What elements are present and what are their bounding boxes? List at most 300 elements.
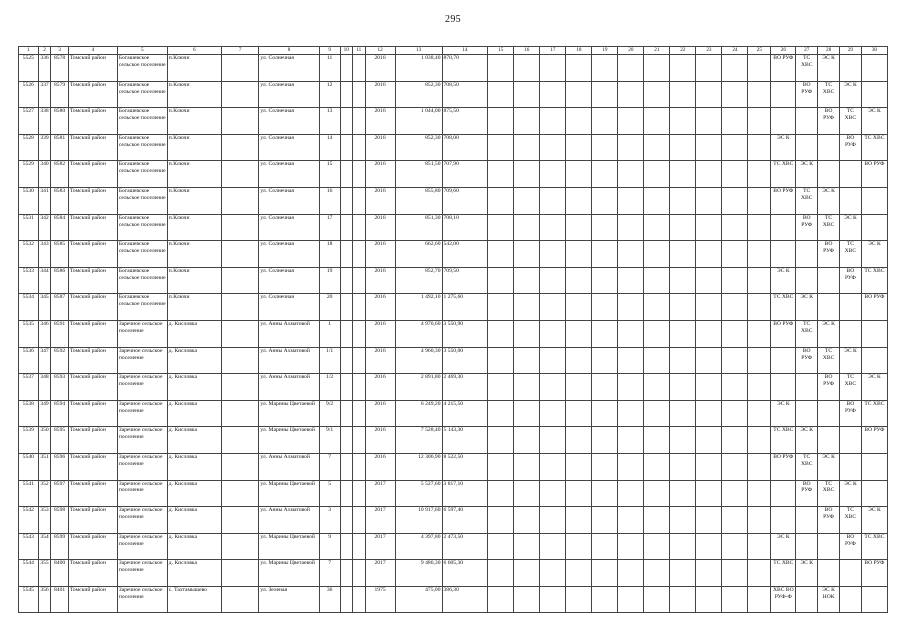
empty-cell: [488, 214, 514, 241]
district-cell: Томский район: [68, 81, 117, 108]
empty-cell: [618, 480, 644, 507]
service-code: ЭС К: [844, 81, 857, 88]
empty-cell: [618, 81, 644, 108]
empty-cell: [488, 533, 514, 560]
row-index: 345: [38, 294, 50, 321]
page-number: 295: [445, 14, 461, 25]
settlement-cell: Богашевское сельское поселение: [117, 161, 167, 188]
service-code: ЭС К: [844, 214, 857, 221]
empty-cell: [592, 507, 618, 534]
row-index: 355: [38, 560, 50, 587]
empty-cell: [540, 533, 566, 560]
table-body: [19, 55, 888, 613]
column-number-4: 4: [68, 47, 117, 55]
empty-cell: [340, 347, 352, 374]
living-area-cell: 386,30: [442, 586, 488, 613]
empty-cell: [670, 241, 696, 268]
empty-cell: [488, 347, 514, 374]
empty-cell: [540, 347, 566, 374]
empty-cell: [540, 427, 566, 454]
empty-cell: [488, 294, 514, 321]
empty-cell: [488, 374, 514, 401]
empty-cell: [670, 533, 696, 560]
house-number-cell: 7: [319, 560, 340, 587]
total-area-cell: 851,30: [395, 214, 442, 241]
total-area-cell: 852,70: [395, 267, 442, 294]
service-code: ЭС К: [844, 347, 857, 354]
service-code-cell: [839, 507, 861, 534]
locality-cell: п.Ключи: [167, 214, 221, 241]
empty-cell: [540, 81, 566, 108]
empty-cell: [514, 560, 540, 587]
service-code-cell: [796, 81, 818, 108]
empty-cell: [618, 267, 644, 294]
year-cell: 2017: [365, 480, 395, 507]
empty-cell: [696, 81, 722, 108]
total-area-cell: 10 917,60: [395, 507, 442, 534]
empty-cell: [644, 427, 670, 454]
settlement-cell: Заречное сельское поселение: [117, 427, 167, 454]
empty-cell: [221, 320, 258, 347]
table-row: [19, 187, 888, 214]
service-code-cell: [839, 241, 861, 268]
empty-cell: [839, 586, 861, 613]
row-index: 352: [38, 480, 50, 507]
settlement-cell: Заречное сельское поселение: [117, 560, 167, 587]
column-number-1: 1: [19, 47, 39, 55]
empty-cell: [514, 400, 540, 427]
empty-cell: [340, 55, 352, 82]
service-code: ТС ХВС: [822, 347, 835, 361]
object-id: 8597: [51, 480, 69, 507]
empty-cell: [353, 214, 365, 241]
empty-cell: [540, 374, 566, 401]
street-cell: ул. Анны Ахматовой: [259, 347, 319, 374]
service-code-cell: [796, 427, 818, 454]
service-code-cell: [796, 214, 818, 241]
service-code: ЭС К: [777, 134, 790, 141]
record-number: 5539: [19, 427, 39, 454]
street-cell: ул. Солнечная: [259, 294, 319, 321]
settlement-cell: Богашевское сельское поселение: [117, 55, 167, 82]
locality-cell: д. Кисловка: [167, 480, 221, 507]
living-area-cell: 3 550,90: [442, 320, 488, 347]
empty-cell: [696, 134, 722, 161]
table-row: [19, 241, 888, 268]
empty-cell: [488, 427, 514, 454]
empty-cell: [540, 400, 566, 427]
empty-cell: [221, 586, 258, 613]
house-number-cell: 13: [319, 108, 340, 135]
empty-cell: [566, 320, 592, 347]
table-row: [19, 400, 888, 427]
empty-cell: [796, 374, 818, 401]
object-id: 8581: [51, 134, 69, 161]
service-code-cell: [771, 586, 796, 613]
record-number: 5533: [19, 267, 39, 294]
locality-cell: д. Кисловка: [167, 453, 221, 480]
house-number-cell: 1/1: [319, 347, 340, 374]
table-row: [19, 267, 888, 294]
living-area-cell: 3 550,00: [442, 347, 488, 374]
empty-cell: [771, 507, 796, 534]
service-code: ЭС К: [822, 320, 835, 327]
empty-cell: [566, 560, 592, 587]
living-area-cell: 5 143,30: [442, 427, 488, 454]
empty-cell: [592, 134, 618, 161]
column-number-8: 8: [259, 47, 319, 55]
empty-cell: [670, 427, 696, 454]
empty-cell: [592, 453, 618, 480]
district-cell: Томский район: [68, 586, 117, 613]
empty-cell: [722, 400, 748, 427]
empty-cell: [644, 480, 670, 507]
object-id: 8400: [51, 560, 69, 587]
service-code: ТС ХВС: [800, 187, 813, 201]
empty-cell: [540, 294, 566, 321]
service-code-cell: [771, 134, 796, 161]
empty-cell: [540, 161, 566, 188]
object-id: 8580: [51, 108, 69, 135]
locality-cell: с. Тахтамышево: [167, 586, 221, 613]
year-cell: 2016: [365, 187, 395, 214]
service-code-cell: [796, 294, 818, 321]
empty-cell: [748, 374, 771, 401]
locality-cell: д. Кисловка: [167, 347, 221, 374]
service-code: ЭС К: [777, 533, 790, 540]
living-area-cell: 6 605,30: [442, 560, 488, 587]
settlement-cell: Заречное сельское поселение: [117, 533, 167, 560]
empty-cell: [353, 400, 365, 427]
total-area-cell: 851,50: [395, 161, 442, 188]
empty-cell: [566, 187, 592, 214]
empty-cell: [353, 294, 365, 321]
object-id: 8592: [51, 347, 69, 374]
service-code-cell: [818, 347, 840, 374]
service-code-cell: [861, 507, 887, 534]
empty-cell: [540, 453, 566, 480]
street-cell: ул. Марины Цветаевой: [259, 533, 319, 560]
district-cell: Томский район: [68, 533, 117, 560]
row-index: 339: [38, 134, 50, 161]
settlement-cell: Заречное сельское поселение: [117, 586, 167, 613]
empty-cell: [722, 480, 748, 507]
street-cell: ул. Солнечная: [259, 187, 319, 214]
empty-cell: [618, 241, 644, 268]
table-row: [19, 347, 888, 374]
house-number-cell: 3: [319, 507, 340, 534]
empty-cell: [722, 294, 748, 321]
column-number-9: 9: [319, 47, 340, 55]
empty-cell: [488, 241, 514, 268]
empty-cell: [839, 187, 861, 214]
service-code-cell: [839, 374, 861, 401]
empty-cell: [722, 560, 748, 587]
empty-cell: [488, 560, 514, 587]
empty-cell: [644, 400, 670, 427]
service-code: ЭС К: [777, 267, 790, 274]
empty-cell: [340, 241, 352, 268]
service-code: ТС ХВС: [773, 161, 794, 168]
service-code-cell: [839, 267, 861, 294]
year-cell: 2016: [365, 108, 395, 135]
house-number-cell: 18: [319, 241, 340, 268]
service-code-cell: [861, 294, 887, 321]
empty-cell: [340, 187, 352, 214]
service-code: ЭС К: [868, 507, 881, 514]
row-index: 346: [38, 320, 50, 347]
empty-cell: [221, 347, 258, 374]
service-code: ВО РУФ: [823, 108, 835, 122]
column-number-2: 2: [38, 47, 50, 55]
district-cell: Томский район: [68, 187, 117, 214]
empty-cell: [592, 374, 618, 401]
locality-cell: п.Ключи: [167, 55, 221, 82]
empty-cell: [670, 108, 696, 135]
service-code-cell: [818, 507, 840, 534]
service-code: ХВС ВО РУФ-Ф: [772, 586, 794, 600]
empty-cell: [514, 507, 540, 534]
empty-cell: [340, 453, 352, 480]
living-area-cell: 6 597,40: [442, 507, 488, 534]
empty-cell: [696, 507, 722, 534]
empty-cell: [861, 347, 887, 374]
locality-cell: п.Ключи: [167, 134, 221, 161]
year-cell: 2016: [365, 320, 395, 347]
empty-cell: [861, 453, 887, 480]
empty-cell: [618, 427, 644, 454]
empty-cell: [644, 108, 670, 135]
service-code-cell: [818, 108, 840, 135]
empty-cell: [488, 108, 514, 135]
column-number-17: 17: [540, 47, 566, 55]
empty-cell: [644, 161, 670, 188]
empty-cell: [696, 560, 722, 587]
empty-cell: [644, 453, 670, 480]
year-cell: 2016: [365, 241, 395, 268]
empty-cell: [670, 560, 696, 587]
object-id: 8583: [51, 187, 69, 214]
empty-cell: [221, 267, 258, 294]
empty-cell: [566, 267, 592, 294]
total-area-cell: 4 970,60: [395, 320, 442, 347]
empty-cell: [592, 108, 618, 135]
service-code: ВО РУФ: [844, 400, 856, 414]
house-number-cell: 12: [319, 81, 340, 108]
district-cell: Томский район: [68, 560, 117, 587]
empty-cell: [670, 267, 696, 294]
empty-cell: [722, 374, 748, 401]
empty-cell: [696, 427, 722, 454]
column-number-29: 29: [839, 47, 861, 55]
empty-cell: [618, 294, 644, 321]
empty-cell: [670, 187, 696, 214]
service-code-cell: [861, 560, 887, 587]
empty-cell: [722, 187, 748, 214]
locality-cell: д. Кисловка: [167, 560, 221, 587]
service-code-cell: [818, 241, 840, 268]
empty-cell: [353, 427, 365, 454]
settlement-cell: Заречное сельское поселение: [117, 347, 167, 374]
empty-cell: [696, 347, 722, 374]
empty-cell: [592, 400, 618, 427]
empty-cell: [566, 374, 592, 401]
empty-cell: [644, 533, 670, 560]
empty-cell: [221, 507, 258, 534]
locality-cell: д. Кисловка: [167, 320, 221, 347]
empty-cell: [540, 108, 566, 135]
year-cell: 2017: [365, 533, 395, 560]
empty-cell: [771, 214, 796, 241]
empty-cell: [340, 480, 352, 507]
record-number: 5540: [19, 453, 39, 480]
empty-cell: [861, 480, 887, 507]
house-number-cell: 16: [319, 187, 340, 214]
service-code: ТС ХВС: [822, 214, 835, 228]
service-code: ВО РУФ: [773, 320, 794, 327]
service-code-cell: [839, 533, 861, 560]
district-cell: Томский район: [68, 161, 117, 188]
year-cell: 2016: [365, 161, 395, 188]
empty-cell: [540, 134, 566, 161]
service-code: ЭС К: [868, 374, 881, 381]
row-index: 336: [38, 55, 50, 82]
empty-cell: [839, 320, 861, 347]
empty-cell: [861, 55, 887, 82]
total-area-cell: 9 486,30: [395, 560, 442, 587]
settlement-cell: Богашевское сельское поселение: [117, 294, 167, 321]
empty-cell: [488, 453, 514, 480]
empty-cell: [340, 294, 352, 321]
empty-cell: [221, 187, 258, 214]
service-code-cell: [861, 374, 887, 401]
empty-cell: [722, 347, 748, 374]
empty-cell: [592, 187, 618, 214]
object-id: 8598: [51, 507, 69, 534]
empty-cell: [566, 507, 592, 534]
service-code-cell: [839, 347, 861, 374]
empty-cell: [771, 81, 796, 108]
empty-cell: [540, 214, 566, 241]
empty-cell: [722, 108, 748, 135]
empty-cell: [796, 533, 818, 560]
service-code-cell: [796, 560, 818, 587]
empty-cell: [644, 267, 670, 294]
row-index: 342: [38, 214, 50, 241]
service-code: ВО РУФ: [801, 214, 813, 228]
empty-cell: [340, 161, 352, 188]
row-index: 351: [38, 453, 50, 480]
empty-cell: [221, 55, 258, 82]
empty-cell: [644, 55, 670, 82]
record-number: 5525: [19, 55, 39, 82]
object-id: 8591: [51, 320, 69, 347]
empty-cell: [618, 374, 644, 401]
service-code-cell: [861, 134, 887, 161]
empty-cell: [861, 320, 887, 347]
empty-cell: [618, 400, 644, 427]
empty-cell: [514, 453, 540, 480]
table-row: [19, 81, 888, 108]
empty-cell: [592, 161, 618, 188]
service-code-cell: [861, 533, 887, 560]
row-index: 353: [38, 507, 50, 534]
house-number-cell: 7: [319, 453, 340, 480]
street-cell: ул. Зеленая: [259, 586, 319, 613]
service-code: ТС ХВС: [864, 267, 885, 274]
empty-cell: [566, 586, 592, 613]
service-code-cell: [771, 533, 796, 560]
empty-cell: [540, 560, 566, 587]
locality-cell: п.Ключи: [167, 81, 221, 108]
service-code: ТС ХВС: [800, 453, 813, 467]
street-cell: ул. Анны Ахматовой: [259, 374, 319, 401]
total-area-cell: 7 528,40: [395, 427, 442, 454]
settlement-cell: Заречное сельское поселение: [117, 374, 167, 401]
service-code-cell: [818, 214, 840, 241]
locality-cell: п.Ключи: [167, 108, 221, 135]
district-cell: Томский район: [68, 453, 117, 480]
service-code: ВО РУФ: [773, 55, 794, 61]
empty-cell: [796, 241, 818, 268]
service-code-cell: [818, 480, 840, 507]
row-index: 340: [38, 161, 50, 188]
service-code: ТС ХВС: [822, 480, 835, 494]
empty-cell: [670, 294, 696, 321]
object-id: 8585: [51, 241, 69, 268]
service-code-cell: [839, 214, 861, 241]
street-cell: ул. Анны Ахматовой: [259, 507, 319, 534]
empty-cell: [340, 586, 352, 613]
service-code: ВО РУФ: [844, 267, 856, 281]
empty-cell: [670, 161, 696, 188]
empty-cell: [796, 108, 818, 135]
empty-cell: [839, 453, 861, 480]
empty-cell: [696, 400, 722, 427]
service-code: ЭС К: [844, 480, 857, 487]
street-cell: ул. Марины Цветаевой: [259, 560, 319, 587]
record-number: 5543: [19, 533, 39, 560]
empty-cell: [644, 507, 670, 534]
empty-cell: [340, 400, 352, 427]
empty-cell: [748, 560, 771, 587]
empty-cell: [340, 81, 352, 108]
empty-cell: [670, 134, 696, 161]
empty-cell: [722, 427, 748, 454]
column-number-16: 16: [514, 47, 540, 55]
total-area-cell: 475,00: [395, 586, 442, 613]
row-index: 350: [38, 427, 50, 454]
year-cell: 1975: [365, 586, 395, 613]
empty-cell: [514, 533, 540, 560]
empty-cell: [353, 161, 365, 188]
empty-cell: [796, 586, 818, 613]
empty-cell: [722, 81, 748, 108]
empty-cell: [696, 214, 722, 241]
street-cell: ул. Марины Цветаевой: [259, 480, 319, 507]
service-code: ЭС К: [800, 560, 813, 567]
living-area-cell: 708,10: [442, 214, 488, 241]
year-cell: 2017: [365, 560, 395, 587]
empty-cell: [696, 267, 722, 294]
living-area-cell: 707,90: [442, 161, 488, 188]
total-area-cell: 2 891,80: [395, 374, 442, 401]
settlement-cell: Заречное сельское поселение: [117, 453, 167, 480]
empty-cell: [566, 400, 592, 427]
service-code: ЭС К: [822, 453, 835, 460]
district-cell: Томский район: [68, 427, 117, 454]
empty-cell: [771, 480, 796, 507]
